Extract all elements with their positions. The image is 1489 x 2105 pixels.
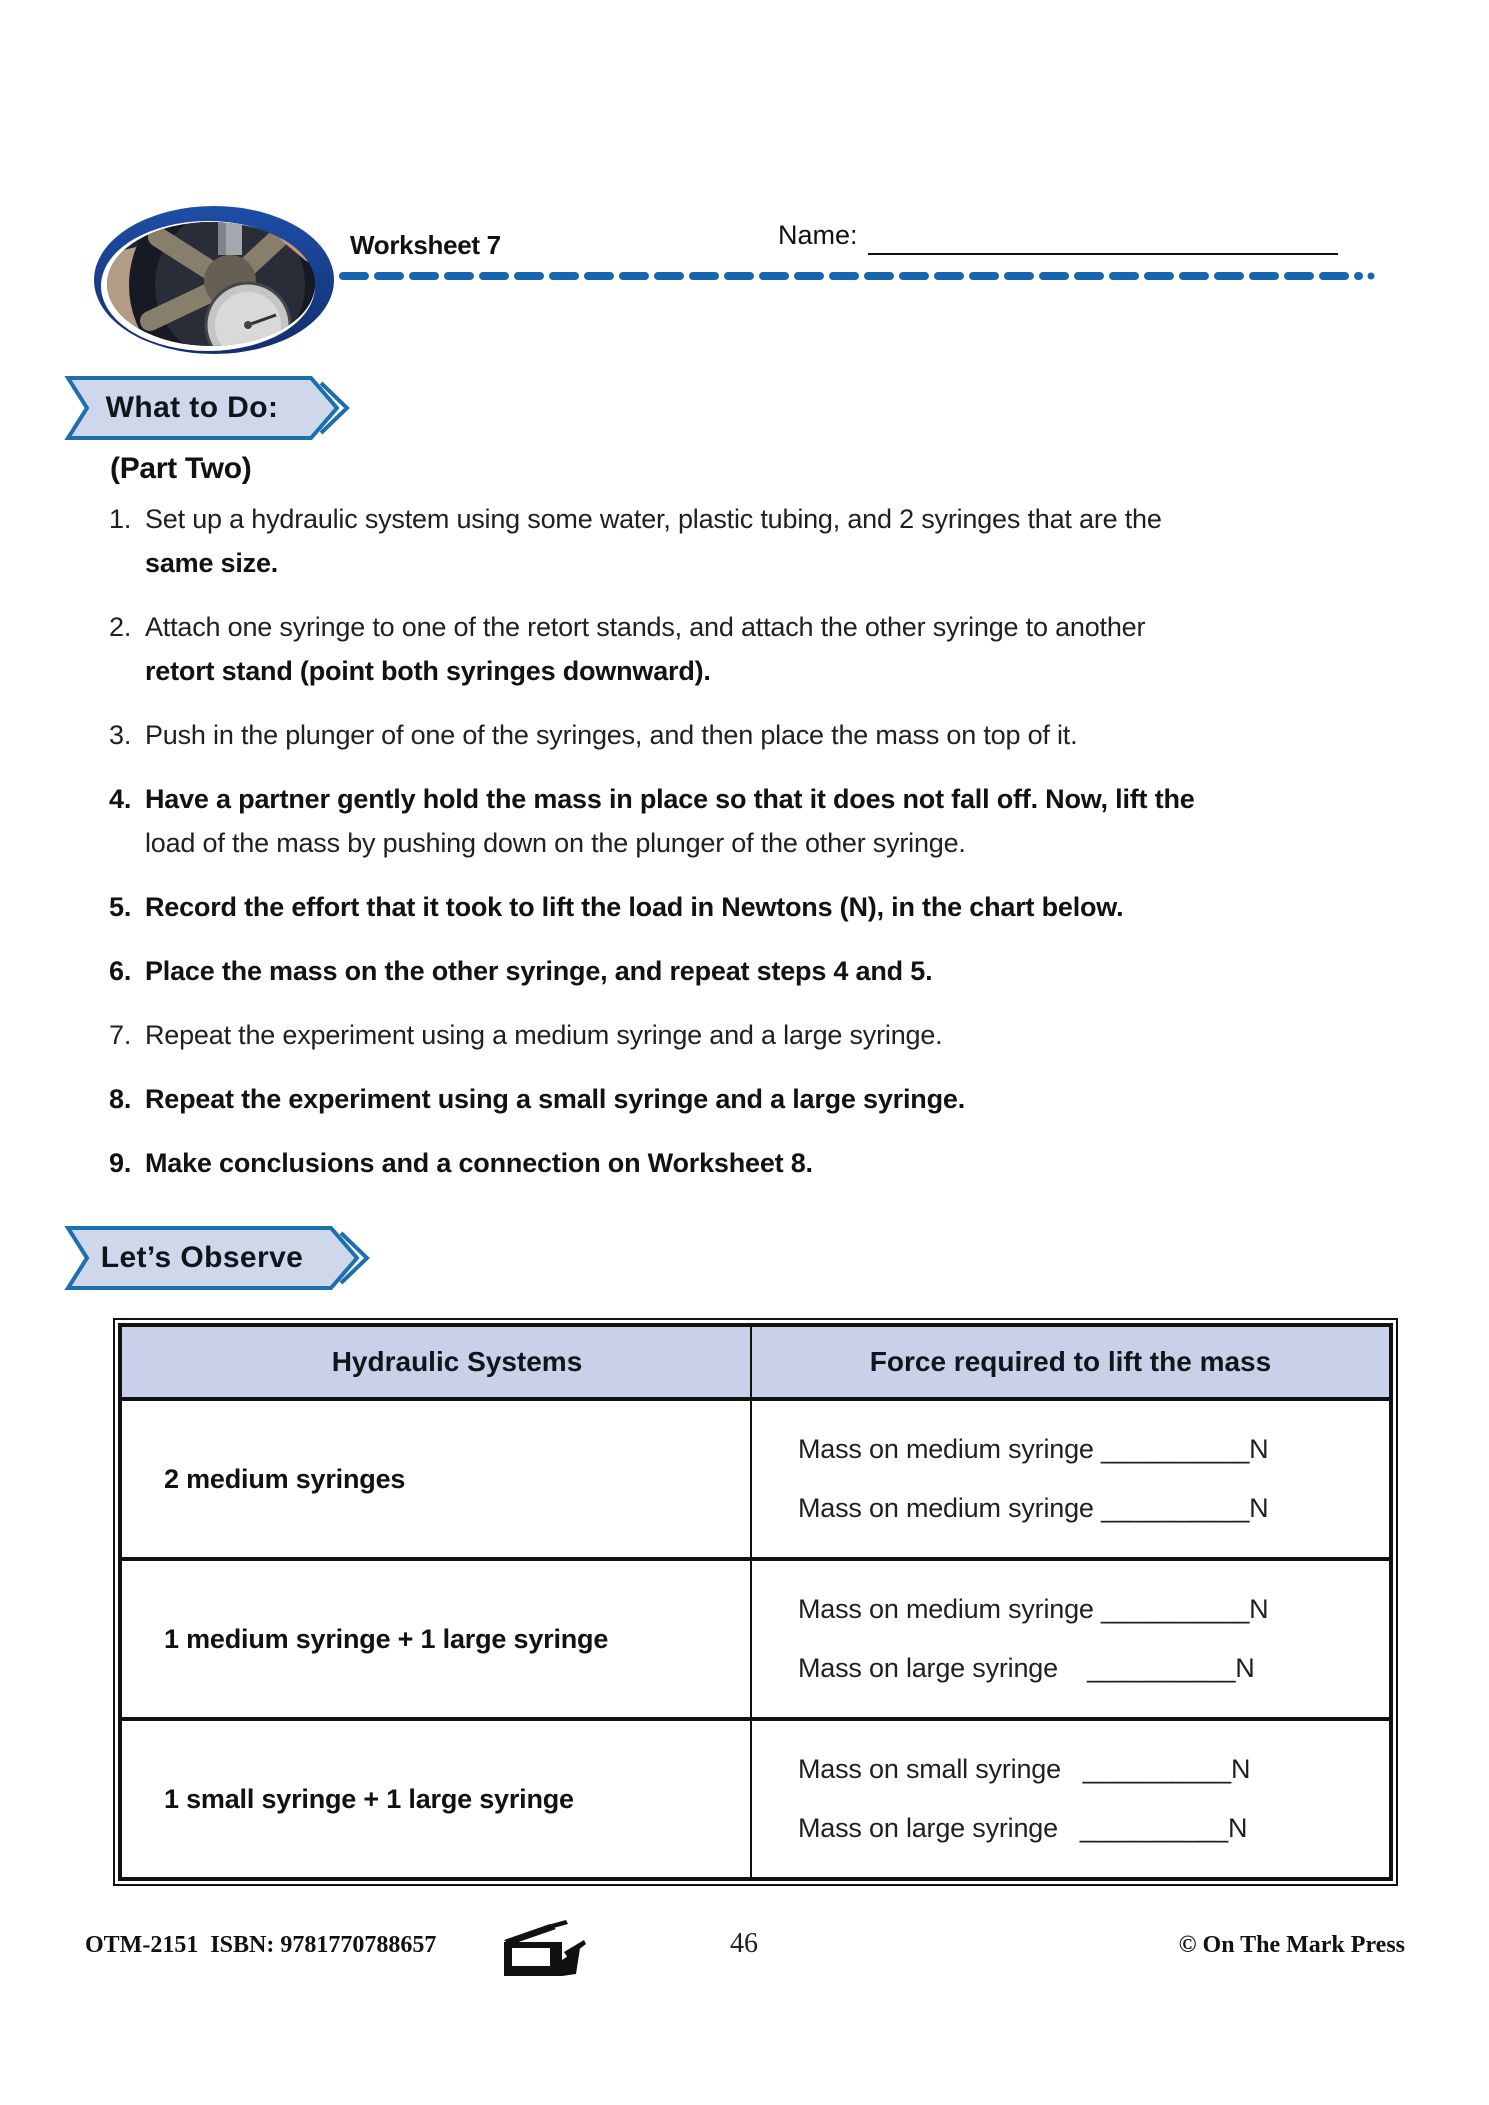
instruction-text: Have a partner gently hold the mass in place so that it does not fall off. Now, lift the xyxy=(145,784,1195,814)
force-fill-in-line: Mass on medium syringe __________N xyxy=(798,1434,1269,1464)
footer-isbn-code: OTM-2151 ISBN: 9781770788657 xyxy=(85,1932,437,1958)
worksheet-label: Worksheet 7 xyxy=(350,230,501,260)
part-two-label: (Part Two) xyxy=(110,452,252,485)
instruction-item-7 xyxy=(85,1013,1415,1057)
instruction-item-3 xyxy=(85,713,1415,757)
instruction-text: Repeat the experiment using a small syringe and a large syringe. xyxy=(145,1084,965,1114)
instruction-item-2 xyxy=(85,605,1415,693)
name-fill-in-line xyxy=(868,253,1338,255)
instruction-item-4 xyxy=(85,777,1415,865)
table-row xyxy=(122,1717,1389,1877)
force-fill-in-line: Mass on small syringe __________N xyxy=(798,1754,1251,1784)
force-fill-in-line: Mass on large syringe __________N xyxy=(798,1813,1248,1843)
instruction-item-9 xyxy=(85,1141,1415,1185)
table-header-systems xyxy=(122,1327,752,1397)
instruction-text: same size. xyxy=(145,548,279,578)
instruction-text: retort stand (point both syringes downward). xyxy=(145,656,711,686)
banner-lets-observe xyxy=(63,1224,383,1292)
table-header-row xyxy=(122,1327,1389,1401)
instruction-text: Attach one syringe to one of the retort stands, and attach the other syringe to another xyxy=(145,612,1146,642)
system-label: 2 medium syringes xyxy=(164,1463,406,1494)
tire-pressure-photo-icon xyxy=(92,348,336,365)
dashed-divider xyxy=(337,268,1377,284)
name-label: Name: xyxy=(778,220,858,250)
force-fill-in-line: Mass on medium syringe __________N xyxy=(798,1493,1269,1523)
banner-what-to-do xyxy=(63,374,363,442)
instruction-number: 9. xyxy=(109,1148,132,1178)
instruction-item-8 xyxy=(85,1077,1415,1121)
instruction-text: Make conclusions and a connection on Worksheet 8. xyxy=(145,1148,813,1178)
instruction-text: Push in the plunger of one of the syringes, and then place the mass on top of it. xyxy=(145,720,1078,750)
page-footer xyxy=(0,1918,1489,1998)
force-fill-in-line: Mass on large syringe __________N xyxy=(798,1653,1255,1683)
instruction-text: Place the mass on the other syringe, and repeat steps 4 and 5. xyxy=(145,956,933,986)
instruction-number: 2. xyxy=(109,612,132,642)
instruction-item-5 xyxy=(85,885,1415,929)
table-header-force xyxy=(752,1327,1389,1397)
copyright-notice: © On The Mark Press xyxy=(1178,1932,1405,1958)
instruction-list xyxy=(85,497,1415,1205)
instruction-text: Set up a hydraulic system using some water, plastic tubing, and 2 syringes that are the xyxy=(145,504,1162,534)
instruction-number: 7. xyxy=(109,1020,132,1050)
instruction-number: 5. xyxy=(109,892,132,922)
instruction-item-1 xyxy=(85,497,1415,585)
instruction-number: 1. xyxy=(109,504,132,534)
system-label: 1 small syringe + 1 large syringe xyxy=(164,1783,574,1814)
system-label: 1 medium syringe + 1 large syringe xyxy=(164,1623,609,1654)
force-fill-in-line: Mass on medium syringe __________N xyxy=(798,1594,1269,1624)
table-row xyxy=(122,1557,1389,1717)
instruction-number: 8. xyxy=(109,1084,132,1114)
instruction-text: Record the effort that it took to lift the load in Newtons (N), in the chart below. xyxy=(145,892,1124,922)
banner-lets-observe-label: Let’s Observe xyxy=(100,1241,304,1274)
instruction-number: 3. xyxy=(109,720,132,750)
logo-badge xyxy=(92,203,336,361)
photocopier-icon xyxy=(492,1918,588,1984)
instruction-number: 6. xyxy=(109,956,132,986)
banner-what-to-do-label: What to Do: xyxy=(105,391,279,424)
instruction-text: Repeat the experiment using a medium syringe and a large syringe. xyxy=(145,1020,943,1050)
table-header-label: Hydraulic Systems xyxy=(331,1346,583,1377)
instruction-number: 4. xyxy=(109,784,132,814)
page-number: 46 xyxy=(730,1928,758,1959)
table-row xyxy=(122,1401,1389,1557)
observation-table xyxy=(113,1318,1398,1886)
instruction-item-6 xyxy=(85,949,1415,993)
table-header-label: Force required to lift the mass xyxy=(869,1346,1272,1377)
instruction-text: load of the mass by pushing down on the plunger of the other syringe. xyxy=(145,828,966,858)
